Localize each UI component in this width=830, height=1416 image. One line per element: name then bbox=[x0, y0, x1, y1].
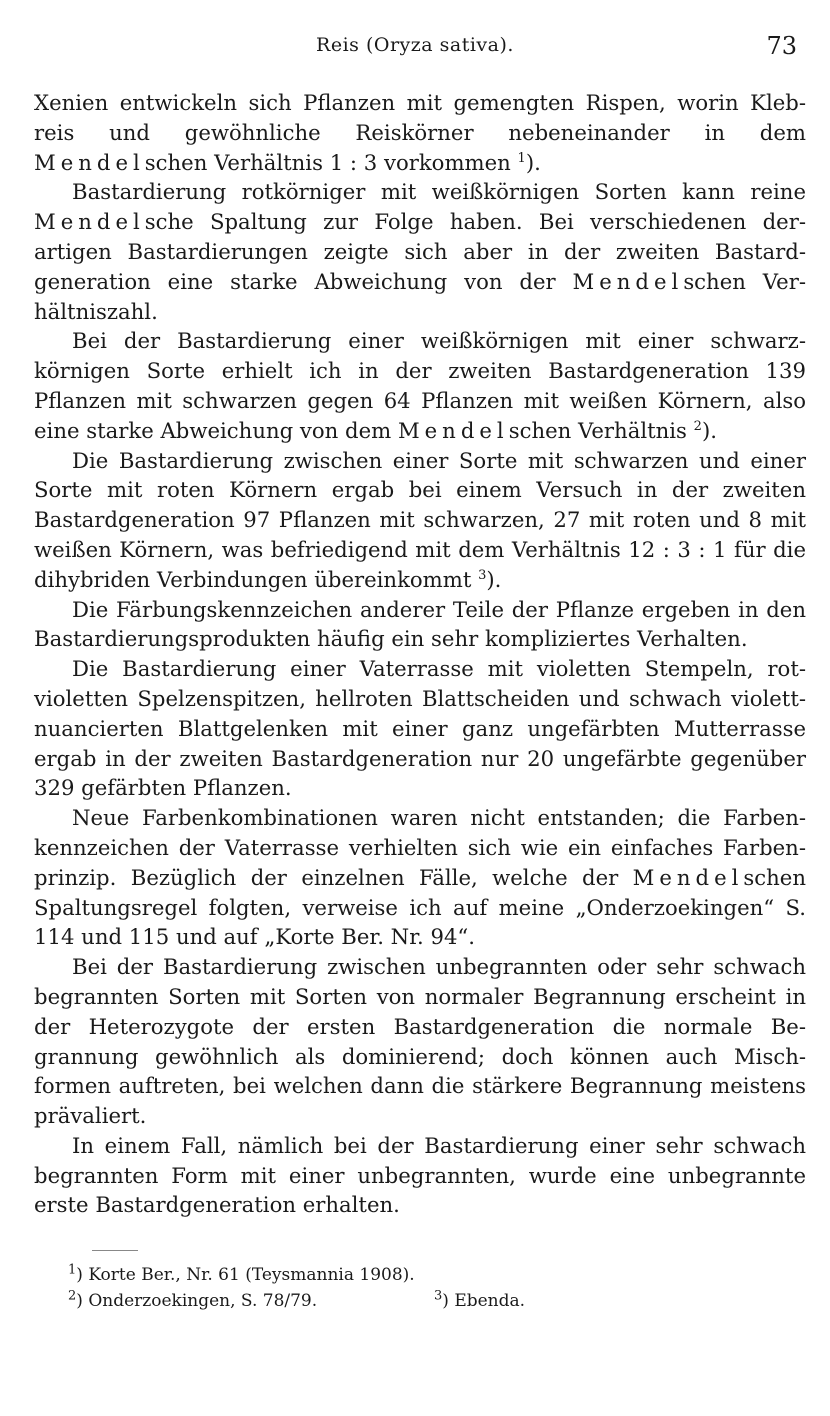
paragraph-7 bbox=[34, 803, 806, 952]
text-run: schen Spaltungsregel folgten, verweise ich auf meine „Onderzoekingen“ S. 114 und 115 und auf „Korte Ber. Nr. 94“. bbox=[34, 864, 806, 950]
footnote-row-1 bbox=[68, 1262, 788, 1288]
footnote-ref: 2 bbox=[693, 418, 702, 434]
text-run: schen Verhältnis bbox=[508, 417, 694, 443]
footnote-2 bbox=[68, 1288, 318, 1311]
paragraph-9: In einem Fall, nämlich bei der Bastardierung einer sehr schwach begrannten Form mit einer unbegrannten, wurde eine unbegrannte erste Bastardgeneration erhalten. bbox=[34, 1132, 806, 1218]
paragraph-1 bbox=[34, 88, 806, 177]
paragraph-2 bbox=[34, 177, 806, 326]
text-run: ). bbox=[701, 417, 717, 443]
footnote-ref: 1 bbox=[517, 150, 526, 166]
paragraph-3 bbox=[34, 326, 806, 445]
footnote-text: ) Onderzoekingen, S. 78/79. bbox=[76, 1291, 318, 1311]
footnote-mark: 2 bbox=[68, 1288, 77, 1304]
text-run: ). bbox=[525, 149, 541, 175]
spaced-name: Mendel bbox=[632, 864, 744, 890]
page-header bbox=[0, 34, 830, 62]
paragraph-5: Die Färbungskennzeichen anderer Teile der Pflanze ergeben in den Bastardierungsprodukten häufig ein sehr kompliziertes Verhalten. bbox=[34, 596, 806, 652]
footnote-row-2 bbox=[68, 1288, 788, 1314]
body-text bbox=[34, 88, 806, 1220]
footnote-text: ) Ebenda. bbox=[442, 1291, 526, 1311]
paragraph-8: Bei der Bastardierung zwischen unbegrannten oder sehr schwach begrannten Sorten mit Sorten von normaler Begrannung erscheint in der Heterozygote der ersten Bastardgeneration die normale Be-grannung gewöhnlich als dominierend; doch können auch Misch-formen auftreten, bei welchen dann die stärkere Begrannung meistens prävaliert. bbox=[34, 954, 806, 1129]
text-run: Bei der Bastardierung einer weißkörnigen mit einer schwarz-körnigen Sorte erhielt ich in der zweiten Bastardgeneration 139 Pflanzen mit schwarzen gegen 64 Pflanzen mit weißen Körnern, also eine starke Abweichung von dem bbox=[34, 328, 806, 443]
text-run: schen Ver-hältniszahl. bbox=[34, 268, 806, 324]
text-run: Bastardierung rotkörniger mit weißkörnigen Sorten kann reine bbox=[72, 179, 806, 205]
text-run: schen Verhältnis 1 : 3 vorkommen bbox=[144, 149, 518, 175]
footnote-rule bbox=[92, 1250, 138, 1251]
footnote-mark: 1 bbox=[68, 1262, 77, 1278]
spaced-name: Mendel bbox=[34, 149, 145, 175]
text-run: ). bbox=[486, 566, 502, 592]
page-number: 73 bbox=[766, 32, 797, 60]
spaced-name: Mendel bbox=[397, 417, 509, 443]
footnotes bbox=[68, 1262, 788, 1314]
text-run: Xenien entwickeln sich Pflanzen mit gemengten Rispen, worin Kleb-reis und gewöhnliche Reiskörner nebeneinander in dem bbox=[34, 90, 806, 145]
spaced-name: Mendel bbox=[572, 268, 684, 294]
footnote-1 bbox=[68, 1262, 415, 1285]
paragraph-6: Die Bastardierung einer Vaterrasse mit violetten Stempeln, rot-violetten Spelzenspitzen, hellroten Blattscheiden und schwach violett-nuancierten Blattgelenken mit einer ganz ungefärbten Mutterrasse ergab in der zweiten Bastardgeneration nur 20 ungefärbte gegenüber 329 gefärbten Pflanzen. bbox=[34, 656, 806, 801]
text-run: Die Bastardierung zwischen einer Sorte mit schwarzen und einer Sorte mit roten Körnern ergab bei einem Versuch in der zweiten Bastardgeneration 97 Pflanzen mit schwarzen, 27 mit roten und 8 mit weißen Körnern, was befriedigend mit dem Verhältnis 12 : 3 : 1 für die dihybriden Verbindungen übereinkommt bbox=[34, 447, 806, 592]
footnote-ref: 3 bbox=[478, 567, 487, 583]
footnote-mark: 3 bbox=[434, 1288, 443, 1304]
spaced-name: Mendel bbox=[34, 209, 145, 235]
paragraph-4 bbox=[34, 446, 806, 595]
text-run: sche Spaltung zur Folge haben. Bei verschiedenen der-artigen Bastardierungen zeigte sich aber in der zweiten Bastard-generation eine starke Abweichung von der bbox=[34, 209, 806, 294]
footnote-text: ) Korte Ber., Nr. 61 (Teysmannia 1908). bbox=[76, 1265, 415, 1285]
running-title: Reis (Oryza sativa). bbox=[316, 34, 514, 56]
text-run: Neue Farbenkombinationen waren nicht entstanden; die Farben-kennzeichen der Vaterrasse verhielten sich wie ein einfaches Farben-prinzip. Bezüglich der einzelnen Fälle, welche der bbox=[34, 805, 806, 890]
footnote-3 bbox=[434, 1288, 525, 1314]
